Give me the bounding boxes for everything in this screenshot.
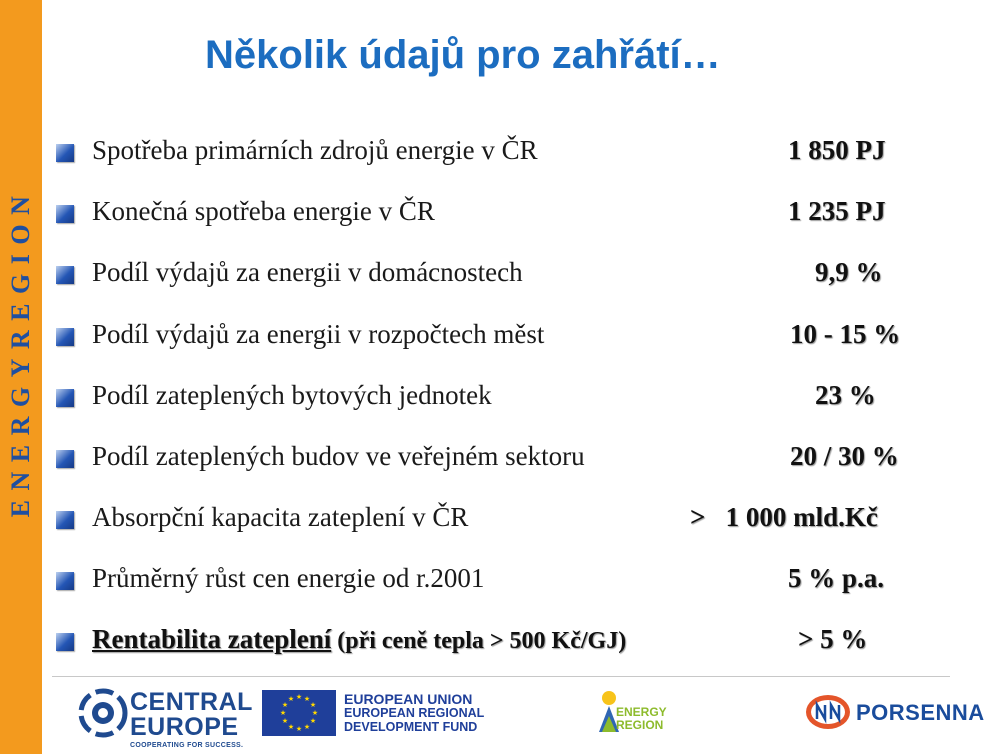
row-value: 5 % p.a. — [788, 563, 885, 593]
data-row — [0, 133, 960, 173]
eu-line3: DEVELOPMENT FUND — [344, 720, 478, 735]
row-value: 20 / 30 % — [790, 441, 899, 471]
row-label: Absorpční kapacita zateplení v ČR — [92, 502, 469, 532]
data-row — [0, 255, 960, 295]
data-row — [0, 317, 960, 357]
bullet-icon — [56, 450, 74, 468]
row-label: Spotřeba primárních zdrojů energie v ČR — [92, 135, 538, 165]
svg-text:★: ★ — [303, 723, 311, 731]
bullet-icon — [56, 328, 74, 346]
rentability-label: Rentabilita zateplení — [92, 624, 332, 654]
bullet-icon — [56, 389, 74, 407]
row-value: 23 % — [815, 380, 876, 410]
data-row — [0, 500, 960, 540]
svg-text:★: ★ — [287, 695, 295, 703]
slide-title: Několik údajů pro zahřátí… — [205, 33, 721, 77]
eu-line1: EUROPEAN UNION — [344, 691, 473, 707]
row-value: > 5 % — [798, 624, 868, 654]
row-value: 1 850 PJ — [788, 135, 886, 165]
data-row-rentability — [0, 622, 960, 662]
rentability-condition: (při ceně tepla > 500 Kč/GJ) — [331, 628, 627, 654]
bullet-icon — [56, 266, 74, 284]
row-label: Podíl výdajů za energii v rozpočtech měst — [92, 319, 545, 349]
footer-divider — [52, 676, 950, 677]
central-europe-line1: CENTRAL — [130, 688, 253, 716]
energy-region-line1: ENERGY — [616, 705, 667, 719]
data-row — [0, 194, 960, 234]
svg-text:★: ★ — [311, 709, 319, 717]
bullet-icon — [56, 633, 74, 651]
eu-line2: EUROPEAN REGIONAL — [344, 706, 485, 721]
row-value: 10 - 15 % — [790, 319, 901, 349]
row-label — [92, 624, 626, 655]
row-label: Podíl zateplených budov ve veřejném sektoru — [92, 441, 585, 471]
bullet-icon — [56, 572, 74, 590]
bullet-icon — [56, 205, 74, 223]
svg-text:★: ★ — [295, 725, 303, 733]
row-value: 9,9 % — [815, 257, 883, 287]
central-europe-logo-icon — [78, 688, 128, 738]
bullet-icon — [56, 144, 74, 162]
eu-flag-icon — [262, 690, 336, 736]
svg-text:★: ★ — [309, 717, 317, 725]
row-label: Podíl výdajů za energii v domácnostech — [92, 257, 523, 287]
bullet-icon — [56, 511, 74, 529]
central-europe-line2: EUROPE — [130, 713, 239, 741]
svg-text:★: ★ — [309, 701, 317, 709]
porsenna-logo-icon — [804, 692, 852, 732]
energy-region-line2: REGION — [616, 717, 664, 732]
row-label: Podíl zateplených bytových jednotek — [92, 380, 492, 410]
porsenna-logo: PORSENNA — [856, 700, 985, 725]
data-row — [0, 378, 960, 418]
svg-text:★: ★ — [303, 695, 311, 703]
central-europe-logo — [130, 690, 253, 749]
svg-text:★: ★ — [281, 717, 289, 725]
row-value: 1 235 PJ — [788, 196, 886, 226]
svg-text:★: ★ — [287, 723, 295, 731]
svg-text:★: ★ — [281, 701, 289, 709]
eu-fund-text — [344, 692, 484, 735]
row-label: Konečná spotřeba energie v ČR — [92, 196, 435, 226]
row-label: Průměrný růst cen energie od r.2001 — [92, 563, 485, 593]
svg-text:★: ★ — [279, 709, 287, 717]
central-europe-tagline: COOPERATING FOR SUCCESS. — [130, 742, 244, 749]
row-value: > 1 000 mld.Kč — [690, 502, 878, 532]
data-row — [0, 439, 960, 479]
sidebar-brand-text: ENERGYREGION — [6, 186, 35, 518]
svg-text:★: ★ — [295, 693, 303, 701]
energy-region-logo — [616, 706, 667, 731]
data-row — [0, 561, 960, 601]
